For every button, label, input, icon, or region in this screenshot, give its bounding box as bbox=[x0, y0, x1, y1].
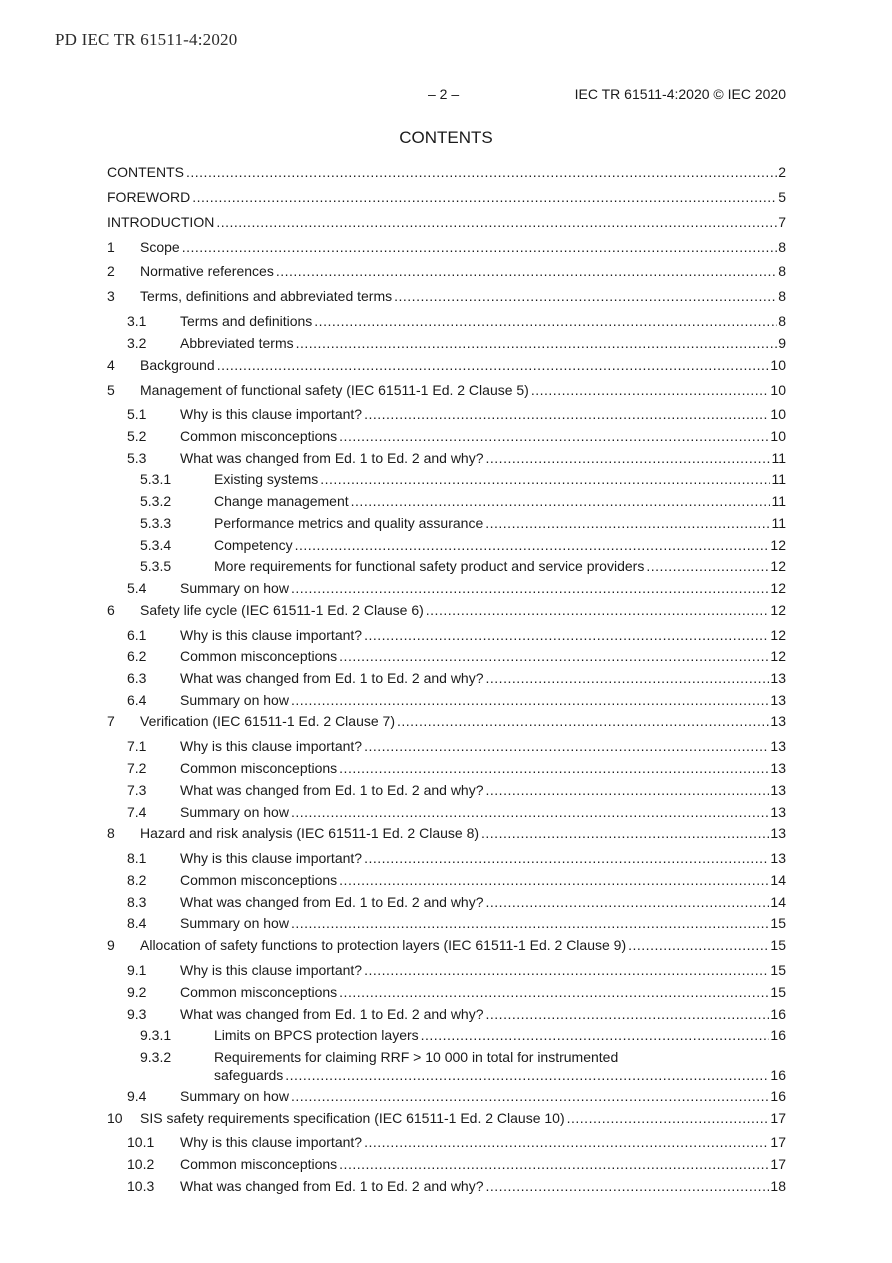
toc-entry-title: Why is this clause important? bbox=[180, 627, 363, 643]
toc-entry[interactable] bbox=[107, 514, 786, 532]
dot-leader bbox=[486, 893, 770, 911]
toc-entry-number: 10 bbox=[107, 1110, 123, 1126]
toc-entry-number: 7.3 bbox=[127, 782, 147, 798]
toc-entry-number: 5.3 bbox=[127, 450, 147, 466]
toc-entry-link[interactable] bbox=[180, 626, 786, 644]
dot-leader bbox=[339, 1155, 769, 1173]
toc-entry-page: 12 bbox=[770, 558, 786, 574]
toc-entry-page: 16 bbox=[770, 1006, 786, 1022]
toc-entry-link[interactable] bbox=[180, 914, 786, 932]
toc-entry-link[interactable] bbox=[180, 579, 786, 597]
dot-leader bbox=[291, 1087, 769, 1105]
toc-entry-title: What was changed from Ed. 1 to Ed. 2 and why? bbox=[180, 782, 484, 798]
dot-leader bbox=[394, 287, 777, 305]
toc-entry-number: 9.1 bbox=[127, 962, 147, 978]
toc-entry-number: 7.1 bbox=[127, 738, 147, 754]
toc-entry-page: 17 bbox=[770, 1110, 786, 1126]
dot-leader bbox=[364, 626, 769, 644]
toc-entry-link[interactable] bbox=[140, 601, 786, 619]
dot-leader bbox=[182, 238, 778, 256]
toc-entry-number: 7.2 bbox=[127, 760, 147, 776]
dot-leader bbox=[628, 936, 769, 954]
toc-entry-link[interactable] bbox=[214, 1026, 786, 1044]
toc-entry-number: 5.4 bbox=[127, 580, 147, 596]
toc-entry-number: 5.3.1 bbox=[140, 471, 172, 487]
toc-entry-page: 10 bbox=[770, 406, 786, 422]
toc-entry-title: Why is this clause important? bbox=[180, 850, 363, 866]
toc-entry-number: 3.1 bbox=[127, 313, 147, 329]
toc-entry-number: 5 bbox=[107, 382, 115, 398]
toc-entry-link[interactable] bbox=[180, 737, 786, 755]
toc-entry-title: Requirements for claiming RRF > 10 000 in total for instrumented bbox=[214, 1049, 619, 1065]
dot-leader bbox=[421, 1026, 770, 1044]
toc-entry[interactable] bbox=[107, 669, 786, 687]
toc-entry-link[interactable] bbox=[180, 1177, 786, 1195]
toc-entry-link[interactable] bbox=[180, 647, 786, 665]
toc-entry-title: Why is this clause important? bbox=[180, 962, 363, 978]
toc-entry-link[interactable] bbox=[180, 691, 786, 709]
toc-entry-title: Normative references bbox=[140, 263, 274, 279]
toc-entry[interactable] bbox=[107, 287, 786, 305]
toc-entry-number: 5.3.3 bbox=[140, 515, 172, 531]
toc-entry-number: 7.4 bbox=[127, 804, 147, 820]
toc-entry-link[interactable] bbox=[180, 449, 786, 467]
toc-entry-title: Why is this clause important? bbox=[180, 406, 363, 422]
toc-entry-title: Summary on how bbox=[180, 692, 289, 708]
toc-entry-link[interactable] bbox=[180, 849, 786, 867]
toc-entry[interactable] bbox=[107, 470, 786, 488]
toc-entry[interactable] bbox=[107, 188, 786, 206]
toc-entry-link[interactable] bbox=[180, 334, 786, 352]
toc-entry-number: 5.3.4 bbox=[140, 537, 172, 553]
toc-entry-link[interactable] bbox=[140, 712, 786, 730]
toc-entry-number: 3 bbox=[107, 288, 115, 304]
toc-entry-title: Common misconceptions bbox=[180, 984, 338, 1000]
toc-entry-title: What was changed from Ed. 1 to Ed. 2 and why? bbox=[180, 670, 484, 686]
toc-entry-title: Competency bbox=[214, 537, 293, 553]
dot-leader bbox=[339, 427, 769, 445]
dot-leader bbox=[291, 914, 769, 932]
toc-entry-title: Existing systems bbox=[214, 471, 319, 487]
dot-leader bbox=[397, 712, 769, 730]
running-header bbox=[0, 86, 892, 104]
dot-leader bbox=[291, 579, 769, 597]
toc-entry-title: Common misconceptions bbox=[180, 648, 338, 664]
toc-entry-page: 15 bbox=[770, 984, 786, 1000]
toc-entry-link[interactable] bbox=[140, 356, 786, 374]
toc-entry[interactable] bbox=[107, 449, 786, 467]
toc-entry-page: 12 bbox=[770, 648, 786, 664]
page-number: – 2 – bbox=[428, 86, 460, 102]
toc-entry-page: 17 bbox=[770, 1156, 786, 1172]
toc-entry-number: 7 bbox=[107, 713, 115, 729]
toc-entry-page: 8 bbox=[778, 239, 786, 255]
toc-entry-number: 6.1 bbox=[127, 627, 147, 643]
toc-entry-page: 18 bbox=[770, 1178, 786, 1194]
toc-entry-title: Common misconceptions bbox=[180, 428, 338, 444]
dot-leader bbox=[285, 1066, 769, 1084]
toc-entry-page: 13 bbox=[770, 850, 786, 866]
toc-entry-link[interactable] bbox=[180, 1133, 786, 1151]
dot-leader bbox=[481, 824, 769, 842]
toc-entry-page: 13 bbox=[770, 760, 786, 776]
toc-entry-page: 13 bbox=[770, 782, 786, 798]
toc-entry-page: 15 bbox=[770, 915, 786, 931]
dot-leader bbox=[192, 188, 777, 206]
toc-entry-title: Why is this clause important? bbox=[180, 738, 363, 754]
toc-entry[interactable] bbox=[107, 381, 786, 399]
toc-entry-title: Summary on how bbox=[180, 915, 289, 931]
toc-entry-link[interactable] bbox=[180, 669, 786, 687]
toc-entry-link[interactable] bbox=[180, 983, 786, 1001]
toc-entry-title: Why is this clause important? bbox=[180, 1134, 363, 1150]
dot-leader bbox=[314, 312, 777, 330]
toc-entry[interactable] bbox=[107, 334, 786, 352]
toc-entry-page: 11 bbox=[771, 493, 786, 509]
toc-entry-title: What was changed from Ed. 1 to Ed. 2 and why? bbox=[180, 1006, 484, 1022]
toc-entry-link[interactable] bbox=[180, 405, 786, 423]
dot-leader bbox=[531, 381, 770, 399]
toc-entry-link[interactable] bbox=[180, 781, 786, 799]
dot-leader bbox=[217, 356, 770, 374]
toc-entry[interactable] bbox=[107, 849, 786, 867]
toc-entry-page: 7 bbox=[778, 214, 786, 230]
dot-leader bbox=[339, 983, 769, 1001]
toc-entry[interactable] bbox=[107, 1087, 786, 1105]
dot-leader bbox=[216, 213, 777, 231]
toc-entry-page: 10 bbox=[770, 357, 786, 373]
toc-entry-title: Terms, definitions and abbreviated terms bbox=[140, 288, 393, 304]
toc-entry[interactable] bbox=[107, 1005, 786, 1023]
toc-entry-title: Common misconceptions bbox=[180, 872, 338, 888]
toc-entry-page: 10 bbox=[770, 382, 786, 398]
dot-leader bbox=[486, 781, 770, 799]
toc-entry[interactable] bbox=[107, 712, 786, 730]
toc-entry-title: Safety life cycle (IEC 61511-1 Ed. 2 Clause 6) bbox=[140, 602, 424, 618]
dot-leader bbox=[426, 601, 770, 619]
toc-entry-number: 9.3.2 bbox=[140, 1049, 172, 1065]
toc-entry-page: 13 bbox=[770, 738, 786, 754]
toc-entry-link[interactable] bbox=[180, 961, 786, 979]
toc-entry[interactable] bbox=[107, 312, 786, 330]
toc-entry-page: 12 bbox=[770, 580, 786, 596]
toc-entry-number: 8.4 bbox=[127, 915, 147, 931]
toc-entry-link[interactable] bbox=[107, 188, 786, 206]
toc-entry-page: 12 bbox=[770, 627, 786, 643]
toc-entry-page: 11 bbox=[771, 471, 786, 487]
toc-entry-link[interactable] bbox=[180, 312, 786, 330]
dot-leader bbox=[291, 803, 769, 821]
toc-entry-number: 3.2 bbox=[127, 335, 147, 351]
toc-entry[interactable] bbox=[107, 262, 786, 280]
toc-entry-title: More requirements for functional safety product and service providers bbox=[214, 558, 645, 574]
toc-entry-number: 5.3.5 bbox=[140, 558, 172, 574]
dot-leader bbox=[364, 405, 769, 423]
toc-entry-link[interactable] bbox=[180, 759, 786, 777]
toc-entry-link[interactable] bbox=[140, 238, 786, 256]
toc-entry-page: 14 bbox=[770, 894, 786, 910]
toc-entry-link[interactable] bbox=[214, 492, 786, 510]
toc-entry-page: 10 bbox=[770, 428, 786, 444]
toc-entry[interactable] bbox=[107, 601, 786, 619]
dot-leader bbox=[291, 691, 769, 709]
dot-leader bbox=[364, 849, 769, 867]
toc-entry-link[interactable] bbox=[214, 557, 786, 575]
dot-leader bbox=[364, 737, 769, 755]
toc-entry-title: FOREWORD bbox=[107, 189, 191, 205]
dot-leader bbox=[646, 557, 769, 575]
dot-leader bbox=[364, 1133, 769, 1151]
dot-leader bbox=[320, 470, 770, 488]
toc-entry[interactable] bbox=[107, 238, 786, 256]
toc-entry[interactable] bbox=[107, 983, 786, 1001]
toc-entry-page: 17 bbox=[770, 1134, 786, 1150]
toc-entry-link[interactable] bbox=[140, 381, 786, 399]
toc-entry-number: 5.2 bbox=[127, 428, 147, 444]
toc-entry-title: Background bbox=[140, 357, 215, 373]
toc-entry-page: 14 bbox=[770, 872, 786, 888]
toc-entry-number: 9.4 bbox=[127, 1088, 147, 1104]
toc-entry[interactable] bbox=[107, 781, 786, 799]
toc-entry-number: 6.3 bbox=[127, 670, 147, 686]
toc-entry-title: Common misconceptions bbox=[180, 760, 338, 776]
toc-entry-link[interactable] bbox=[140, 287, 786, 305]
toc-entry-page: 5 bbox=[778, 189, 786, 205]
toc-entry[interactable] bbox=[107, 163, 786, 181]
toc-entry[interactable] bbox=[107, 961, 786, 979]
toc-entry-page: 11 bbox=[771, 450, 786, 466]
toc-entry[interactable] bbox=[107, 871, 786, 889]
toc-entry[interactable] bbox=[107, 356, 786, 374]
toc-entry-number: 8.1 bbox=[127, 850, 147, 866]
toc-entry-link[interactable] bbox=[140, 936, 786, 954]
toc-entry[interactable] bbox=[107, 936, 786, 954]
toc-entry-title: Common misconceptions bbox=[180, 1156, 338, 1172]
toc-entry-number: 2 bbox=[107, 263, 115, 279]
toc-entry-title: Verification (IEC 61511-1 Ed. 2 Clause 7) bbox=[140, 713, 395, 729]
toc-entry-page: 11 bbox=[771, 515, 786, 531]
toc-entry-link[interactable] bbox=[180, 893, 786, 911]
toc-entry-title: Management of functional safety (IEC 61511-1 Ed. 2 Clause 5) bbox=[140, 382, 529, 398]
toc-entry-page: 13 bbox=[770, 804, 786, 820]
toc-entry-title: What was changed from Ed. 1 to Ed. 2 and why? bbox=[180, 450, 484, 466]
toc-entry[interactable] bbox=[107, 427, 786, 445]
toc-entry-line2 bbox=[214, 1066, 786, 1084]
dot-leader bbox=[351, 492, 771, 510]
dot-leader bbox=[186, 163, 777, 181]
toc-entry[interactable] bbox=[107, 536, 786, 554]
toc-entry[interactable] bbox=[107, 737, 786, 755]
toc-entry-number: 8.2 bbox=[127, 872, 147, 888]
toc-entry[interactable] bbox=[107, 1109, 786, 1127]
toc-entry-link[interactable] bbox=[180, 427, 786, 445]
dot-leader bbox=[567, 1109, 770, 1127]
toc-entry-page: 13 bbox=[770, 692, 786, 708]
toc-entry[interactable] bbox=[107, 1177, 786, 1195]
toc-entry[interactable] bbox=[107, 647, 786, 665]
toc-entry-number: 8 bbox=[107, 825, 115, 841]
dot-leader bbox=[339, 871, 769, 889]
toc-entry-number: 1 bbox=[107, 239, 115, 255]
toc-entry-title: What was changed from Ed. 1 to Ed. 2 and why? bbox=[180, 1178, 484, 1194]
toc-entry-title: Performance metrics and quality assurance bbox=[214, 515, 484, 531]
toc-entry-number: 6.2 bbox=[127, 648, 147, 664]
document-id: PD IEC TR 61511-4:2020 bbox=[55, 30, 238, 49]
toc-entry-number: 9.3.1 bbox=[140, 1027, 172, 1043]
dot-leader bbox=[486, 1005, 770, 1023]
toc-entry-number: 9.3 bbox=[127, 1006, 147, 1022]
toc-entry[interactable] bbox=[107, 691, 786, 709]
toc-entry[interactable] bbox=[107, 405, 786, 423]
dot-leader bbox=[276, 262, 777, 280]
toc-entry-title: CONTENTS bbox=[107, 164, 184, 180]
dot-leader bbox=[486, 1177, 770, 1195]
toc-entry-number: 10.3 bbox=[127, 1178, 155, 1194]
toc-entry-page: 13 bbox=[770, 670, 786, 686]
dot-leader bbox=[339, 647, 769, 665]
toc-entry-title: Scope bbox=[140, 239, 180, 255]
toc-entry-title: INTRODUCTION bbox=[107, 214, 215, 230]
toc-entry-number: 5.3.2 bbox=[140, 493, 172, 509]
toc-entry-title-continued: safeguards bbox=[214, 1067, 284, 1083]
dot-leader bbox=[295, 536, 770, 554]
toc-entry[interactable] bbox=[107, 492, 786, 510]
toc-entry-page: 16 bbox=[770, 1088, 786, 1104]
toc-entry-page: 12 bbox=[770, 602, 786, 618]
toc-entry-link[interactable] bbox=[214, 1048, 786, 1084]
toc-entry[interactable] bbox=[107, 1155, 786, 1173]
toc-entry[interactable] bbox=[107, 759, 786, 777]
copyright-notice: IEC TR 61511-4:2020 © IEC 2020 bbox=[574, 86, 786, 102]
dot-leader bbox=[486, 449, 771, 467]
toc-entry[interactable] bbox=[107, 1048, 786, 1084]
toc-entry[interactable] bbox=[107, 1133, 786, 1151]
toc-entry[interactable] bbox=[107, 893, 786, 911]
toc-entry-link[interactable] bbox=[140, 262, 786, 280]
toc-entry-link[interactable] bbox=[214, 514, 786, 532]
toc-entry-number: 6 bbox=[107, 602, 115, 618]
toc-entry-page: 16 bbox=[770, 1067, 786, 1083]
toc-entry[interactable] bbox=[107, 579, 786, 597]
toc-entry-page: 8 bbox=[778, 263, 786, 279]
toc-entry-page: 15 bbox=[770, 937, 786, 953]
toc-entry-page: 8 bbox=[778, 313, 786, 329]
toc-entry-page: 9 bbox=[778, 335, 786, 351]
toc-entry-number: 10.1 bbox=[127, 1134, 155, 1150]
toc-entry-link[interactable] bbox=[180, 1087, 786, 1105]
toc-entry-page: 8 bbox=[778, 288, 786, 304]
toc-entry-link[interactable] bbox=[140, 824, 786, 842]
dot-leader bbox=[485, 514, 770, 532]
toc-entry-number: 10.2 bbox=[127, 1156, 155, 1172]
toc-entry[interactable] bbox=[107, 803, 786, 821]
dot-leader bbox=[296, 334, 778, 352]
toc-entry-link[interactable] bbox=[107, 163, 786, 181]
toc-entry-title: Limits on BPCS protection layers bbox=[214, 1027, 419, 1043]
toc-entry[interactable] bbox=[107, 824, 786, 842]
toc-entry-title: Summary on how bbox=[180, 804, 289, 820]
toc-entry-link[interactable] bbox=[180, 803, 786, 821]
toc-entry-link[interactable] bbox=[180, 1005, 786, 1023]
toc-entry-number: 4 bbox=[107, 357, 115, 373]
toc-entry-page: 12 bbox=[770, 537, 786, 553]
toc-entry-title: Allocation of safety functions to protection layers (IEC 61511-1 Ed. 2 Clause 9) bbox=[140, 937, 627, 953]
toc-entry-number: 6.4 bbox=[127, 692, 147, 708]
toc-entry-title: Hazard and risk analysis (IEC 61511-1 Ed. 2 Clause 8) bbox=[140, 825, 480, 841]
toc-entry-link[interactable] bbox=[140, 1109, 786, 1127]
toc-entry-number: 9 bbox=[107, 937, 115, 953]
toc-entry-link[interactable] bbox=[214, 536, 786, 554]
toc-entry-link[interactable] bbox=[214, 470, 786, 488]
toc-entry-page: 15 bbox=[770, 962, 786, 978]
toc-entry-page: 16 bbox=[770, 1027, 786, 1043]
dot-leader bbox=[339, 759, 769, 777]
toc-entry[interactable] bbox=[107, 557, 786, 575]
toc-entry-title: Abbreviated terms bbox=[180, 335, 294, 351]
toc-entry[interactable] bbox=[107, 1026, 786, 1044]
dot-leader bbox=[364, 961, 769, 979]
toc-entry-title: SIS safety requirements specification (IEC 61511-1 Ed. 2 Clause 10) bbox=[140, 1110, 565, 1126]
toc-entry-title: Summary on how bbox=[180, 1088, 289, 1104]
toc-entry-link[interactable] bbox=[107, 213, 786, 231]
toc-entry-number: 9.2 bbox=[127, 984, 147, 1000]
toc-entry-title: What was changed from Ed. 1 to Ed. 2 and why? bbox=[180, 894, 484, 910]
toc-entry-title: Terms and definitions bbox=[180, 313, 313, 329]
toc-entry-link[interactable] bbox=[180, 1155, 786, 1173]
toc-entry-number: 8.3 bbox=[127, 894, 147, 910]
contents-title: CONTENTS bbox=[399, 128, 493, 147]
toc-entry-link[interactable] bbox=[180, 871, 786, 889]
toc-entry-number: 5.1 bbox=[127, 406, 147, 422]
toc-entry-page: 13 bbox=[770, 825, 786, 841]
toc-entry-title: Change management bbox=[214, 493, 349, 509]
toc-entry[interactable] bbox=[107, 213, 786, 231]
toc-entry-title: Summary on how bbox=[180, 580, 289, 596]
toc-entry[interactable] bbox=[107, 914, 786, 932]
toc-entry[interactable] bbox=[107, 626, 786, 644]
toc-entry-page: 2 bbox=[778, 164, 786, 180]
toc-entry-page: 13 bbox=[770, 713, 786, 729]
dot-leader bbox=[486, 669, 770, 687]
